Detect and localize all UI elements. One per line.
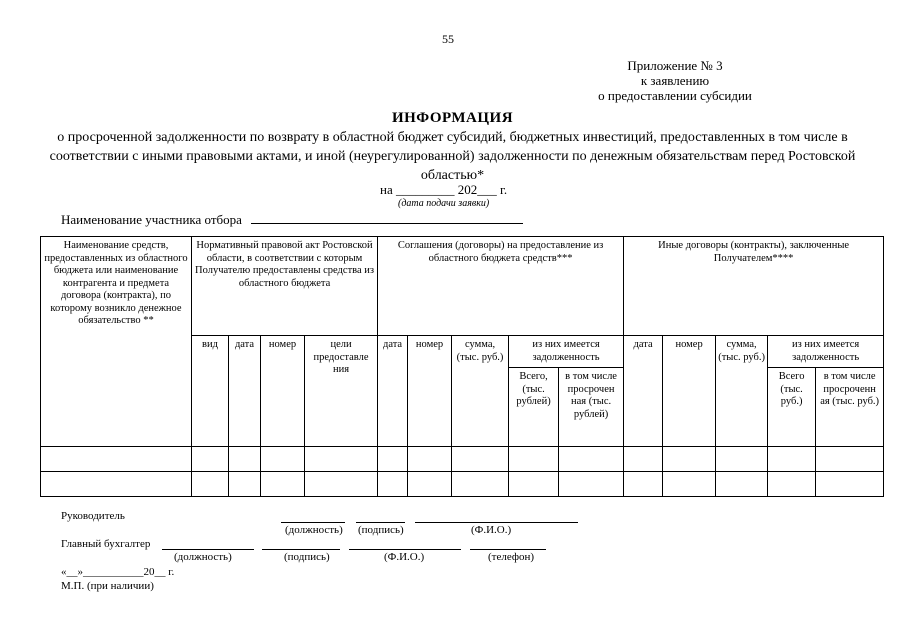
table-cell[interactable] bbox=[663, 472, 716, 497]
header-agr-overdue: в том числе просрочен ная (тыс. рублей) bbox=[559, 368, 624, 447]
head-label: Руководитель bbox=[61, 510, 125, 522]
appendix-block bbox=[575, 58, 775, 103]
participant-name-row bbox=[61, 211, 523, 228]
table-cell[interactable] bbox=[261, 447, 305, 472]
table-cell[interactable] bbox=[305, 472, 378, 497]
header-agreements: Соглашения (договоры) на предоставление из областного бюджета средств*** bbox=[378, 237, 624, 336]
document-title: ИНФОРМАЦИЯ bbox=[391, 110, 514, 126]
participant-name-field[interactable] bbox=[251, 211, 523, 224]
document-description: о просроченной задолженности по возврату в областной бюджет субсидий, бюджетных инвестиций, предоставленных в том числе в соответствии с иными правовыми актами, и иной (неурегулированной) задолженности по денежным обязательствам перед Ростовской областью* bbox=[49, 130, 856, 183]
table-cell[interactable] bbox=[378, 447, 408, 472]
page-number: 55 bbox=[442, 32, 454, 46]
table-cell[interactable] bbox=[408, 472, 452, 497]
header-oth-date: дата bbox=[624, 336, 663, 447]
debt-table bbox=[40, 236, 884, 497]
head-name-line[interactable] bbox=[415, 522, 578, 523]
header-agr-debt: из них имеется задолженность bbox=[509, 336, 624, 368]
header-agr-number: номер bbox=[408, 336, 452, 447]
table-cell[interactable] bbox=[192, 472, 229, 497]
table-row bbox=[41, 447, 884, 472]
table-cell[interactable] bbox=[41, 447, 192, 472]
header-act-date: дата bbox=[229, 336, 261, 447]
table-cell[interactable] bbox=[816, 447, 884, 472]
accountant-name-line[interactable] bbox=[349, 549, 461, 550]
table-cell[interactable] bbox=[559, 447, 624, 472]
table-cell[interactable] bbox=[452, 447, 509, 472]
submission-date-line: на _________ 202___ г. bbox=[380, 182, 508, 197]
table-cell[interactable] bbox=[41, 472, 192, 497]
head-signature-caption: (подпись) bbox=[358, 524, 404, 536]
table-cell[interactable] bbox=[192, 447, 229, 472]
head-position-line[interactable] bbox=[281, 522, 345, 523]
table-cell[interactable] bbox=[509, 447, 559, 472]
accountant-signature-caption: (подпись) bbox=[284, 551, 330, 563]
header-legal-act: Нормативный правовой акт Ростовской области, в соответствии с которым Получателю предоставлены средства из областного бюджета bbox=[192, 237, 378, 336]
table-cell[interactable] bbox=[816, 472, 884, 497]
table-cell[interactable] bbox=[229, 447, 261, 472]
appendix-line-1: Приложение № 3 bbox=[627, 58, 723, 73]
accountant-signature-line[interactable] bbox=[262, 549, 340, 550]
table-cell[interactable] bbox=[509, 472, 559, 497]
head-name-caption: (Ф.И.О.) bbox=[471, 524, 512, 536]
appendix-line-3: о предоставлении субсидии bbox=[598, 88, 752, 103]
header-oth-total: Всего (тыс. руб.) bbox=[768, 368, 816, 447]
accountant-position-line[interactable] bbox=[162, 549, 254, 550]
table-cell[interactable] bbox=[261, 472, 305, 497]
header-act-purpose: цели предоставле ния bbox=[305, 336, 378, 447]
accountant-phone-line[interactable] bbox=[470, 549, 546, 550]
head-position-caption: (должность) bbox=[285, 524, 343, 536]
header-act-type: вид bbox=[192, 336, 229, 447]
header-agr-total: Всего, (тыс. рублей) bbox=[509, 368, 559, 447]
header-oth-sum: сумма, (тыс. руб.) bbox=[716, 336, 768, 447]
table-cell[interactable] bbox=[452, 472, 509, 497]
table-cell[interactable] bbox=[624, 447, 663, 472]
header-agr-date: дата bbox=[378, 336, 408, 447]
header-agr-sum: сумма, (тыс. руб.) bbox=[452, 336, 509, 447]
table-cell[interactable] bbox=[624, 472, 663, 497]
header-act-number: номер bbox=[261, 336, 305, 447]
table-cell[interactable] bbox=[716, 447, 768, 472]
header-oth-number: номер bbox=[663, 336, 716, 447]
signature-date-line: «__»___________20__ г. bbox=[61, 566, 175, 578]
appendix-line-2: к заявлению bbox=[640, 73, 710, 88]
table-cell[interactable] bbox=[559, 472, 624, 497]
header-oth-debt: из них имеется задолженность bbox=[768, 336, 884, 368]
accountant-position-caption: (должность) bbox=[174, 551, 232, 563]
participant-label: Наименование участника отбора bbox=[61, 212, 242, 227]
header-funds-name: Наименование средств, предоставленных из областного бюджета или наименование контрагента и предмета договора (контракта), по которому возникло денежное обязательство ** bbox=[41, 237, 192, 447]
head-signature-line[interactable] bbox=[356, 522, 405, 523]
table-cell[interactable] bbox=[768, 447, 816, 472]
table-cell[interactable] bbox=[408, 447, 452, 472]
submission-date-hint: (дата подачи заявки) bbox=[398, 198, 490, 209]
accountant-phone-caption: (телефон) bbox=[488, 551, 535, 563]
table-cell[interactable] bbox=[768, 472, 816, 497]
stamp-label: М.П. (при наличии) bbox=[61, 580, 154, 592]
chief-accountant-label: Главный бухгалтер bbox=[61, 538, 151, 550]
header-other-contracts: Иные договоры (контракты), заключенные Получателем**** bbox=[624, 237, 884, 336]
table-cell[interactable] bbox=[716, 472, 768, 497]
table-cell[interactable] bbox=[378, 472, 408, 497]
accountant-name-caption: (Ф.И.О.) bbox=[384, 551, 425, 563]
table-cell[interactable] bbox=[305, 447, 378, 472]
table-row bbox=[41, 472, 884, 497]
header-oth-overdue: в том числе просроченн ая (тыс. руб.) bbox=[816, 368, 884, 447]
table-cell[interactable] bbox=[663, 447, 716, 472]
table-cell[interactable] bbox=[229, 472, 261, 497]
